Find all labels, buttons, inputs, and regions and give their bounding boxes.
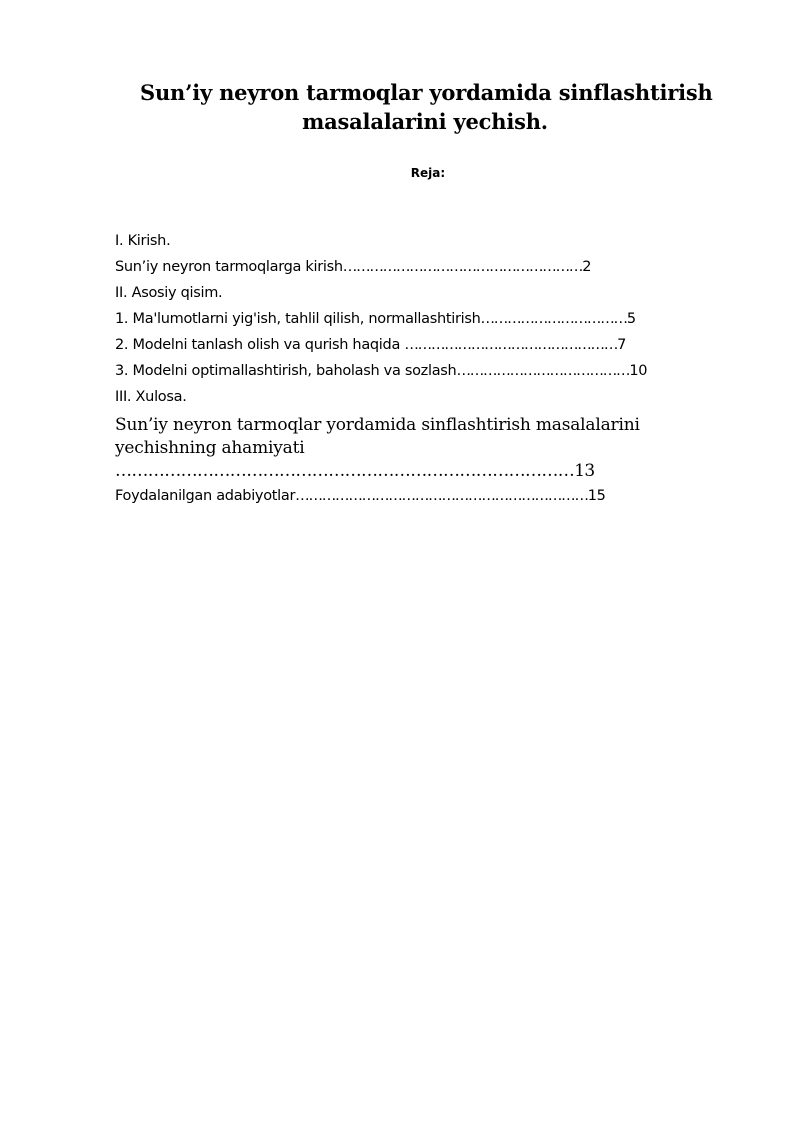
toc-entry-label: 3. Modelni optimallashtirish, baholash va sozlash [115,363,457,379]
toc-entry-label-line-1: Sun’iy neyron tarmoqlar yordamida sinflashtirish masalalarini [115,415,640,435]
toc-entry-label: Foydalanilgan adabiyotlar [115,488,296,504]
document-title [140,78,713,136]
plan-heading: Reja: [410,166,446,180]
toc-entry-label-line-2: yechishning ahamiyati [115,438,305,458]
toc-entry-leader: ………………………………………………………………………… [115,461,575,481]
toc-entry-main-1 [115,306,715,332]
toc-conclusion-heading: III. Xulosa. [115,389,187,405]
title-line-1: Sun’iy neyron tarmoqlar yordamida sinflashtirish [140,80,713,105]
toc-entry-page: 10 [629,363,648,379]
toc-entry-main-3 [115,358,715,384]
toc-main-heading: II. Asosiy qisim. [115,285,223,301]
toc-entry-leader: ………………………………………………………… [295,488,588,504]
toc-intro-heading: I. Kirish. [115,233,171,249]
toc-entry-leader: ……………………………………………… [342,259,583,275]
table-of-contents [115,228,715,509]
toc-entry-label: Sun’iy neyron tarmoqlarga kirish [115,259,343,275]
toc-entry-leader: ………………………………………… [404,337,618,353]
toc-entry-conclusion [115,414,715,483]
toc-entry-page: 2 [582,259,592,275]
toc-entry-leader-row [115,460,715,483]
toc-entry-main-2 [115,332,715,358]
toc-entry-page: 13 [574,461,595,481]
toc-entry-page: 15 [587,488,606,504]
toc-entry-page: 7 [617,337,627,353]
toc-entry-label: 2. Modelni tanlash olish va qurish haqida [115,337,405,353]
toc-entry-label: 1. Ma'lumotlarni yig'ish, tahlil qilish, normallashtirish [115,311,481,327]
toc-entry-leader: ………………………………… [456,363,630,379]
toc-entry-leader: …………………………… [480,311,627,327]
toc-entry-page: 5 [626,311,636,327]
toc-entry-references [115,483,715,509]
title-line-2: masalalarini yechish. [302,109,548,134]
toc-entry-intro [115,254,715,280]
